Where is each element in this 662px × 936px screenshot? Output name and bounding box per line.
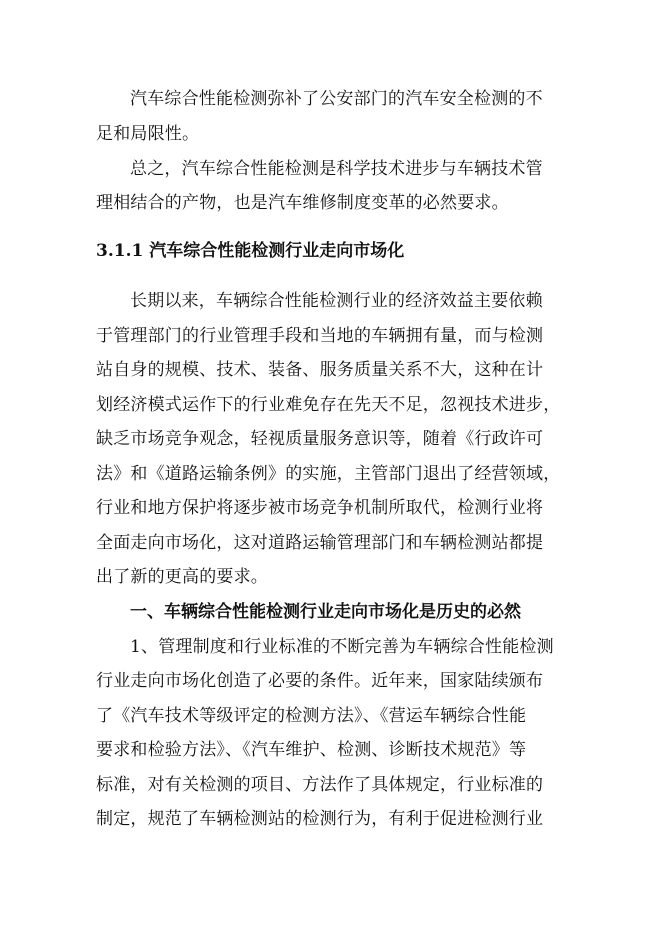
- paragraph-3-line-6: 法》和《道路运输条例》的实施，主管部门退出了经营领域，: [96, 464, 561, 484]
- paragraph-3-line-2: 于管理部门的行业管理手段和当地的车辆拥有量，而与检测: [96, 326, 544, 346]
- paragraph-3-line-9: 出了新的更高的要求。: [96, 567, 268, 587]
- paragraph-3-line-5: 缺乏市场竞争观念，轻视质量服务意识等，随着《行政许可: [96, 429, 544, 449]
- section-heading: 3.1.1 汽车综合性能检测行业走向市场化: [96, 241, 405, 261]
- paragraph-3-line-3: 站自身的规模、技术、装备、服务质量关系不大，这种在计: [96, 360, 544, 380]
- paragraph-4-line-2: 行业走向市场化创造了必要的条件。近年来，国家陆续颁布: [96, 671, 544, 691]
- paragraph-4-line-3: 了《汽车技术等级评定的检测方法》、《营运车辆综合性能: [96, 706, 527, 726]
- paragraph-1-line-1: 汽车综合性能检测弥补了公安部门的汽车安全检测的不: [130, 89, 543, 109]
- paragraph-2-line-2: 理相结合的产物，也是汽车维修制度变革的必然要求。: [96, 193, 509, 213]
- paragraph-3-line-4: 划经济模式运作下的行业难免存在先天不足，忽视技术进步，: [96, 395, 561, 415]
- paragraph-3-line-7: 行业和地方保护将逐步被市场竞争机制所取代，检测行业将: [96, 498, 544, 518]
- subheading: 一、车辆综合性能检测行业走向市场化是历史的必然: [130, 602, 521, 622]
- paragraph-4-line-4: 要求和检验方法》、《汽车维护、检测、诊断技术规范》等: [96, 740, 527, 760]
- paragraph-2-line-1: 总之，汽车综合性能检测是科学技术进步与车辆技术管: [130, 159, 543, 179]
- paragraph-3-line-8: 全面走向市场化，这对道路运输管理部门和车辆检测站都提: [96, 533, 544, 553]
- paragraph-4-line-6: 制定，规范了车辆检测站的检测行为，有利于促进检测行业: [96, 809, 544, 829]
- paragraph-1-line-2: 足和局限性。: [96, 124, 200, 144]
- paragraph-4-line-5: 标准，对有关检测的项目、方法作了具体规定，行业标准的: [96, 775, 544, 795]
- paragraph-3-line-1: 长期以来，车辆综合性能检测行业的经济效益主要依赖: [130, 291, 543, 311]
- paragraph-4-line-1: 1、管理制度和行业标准的不断完善为车辆综合性能检测: [130, 637, 554, 657]
